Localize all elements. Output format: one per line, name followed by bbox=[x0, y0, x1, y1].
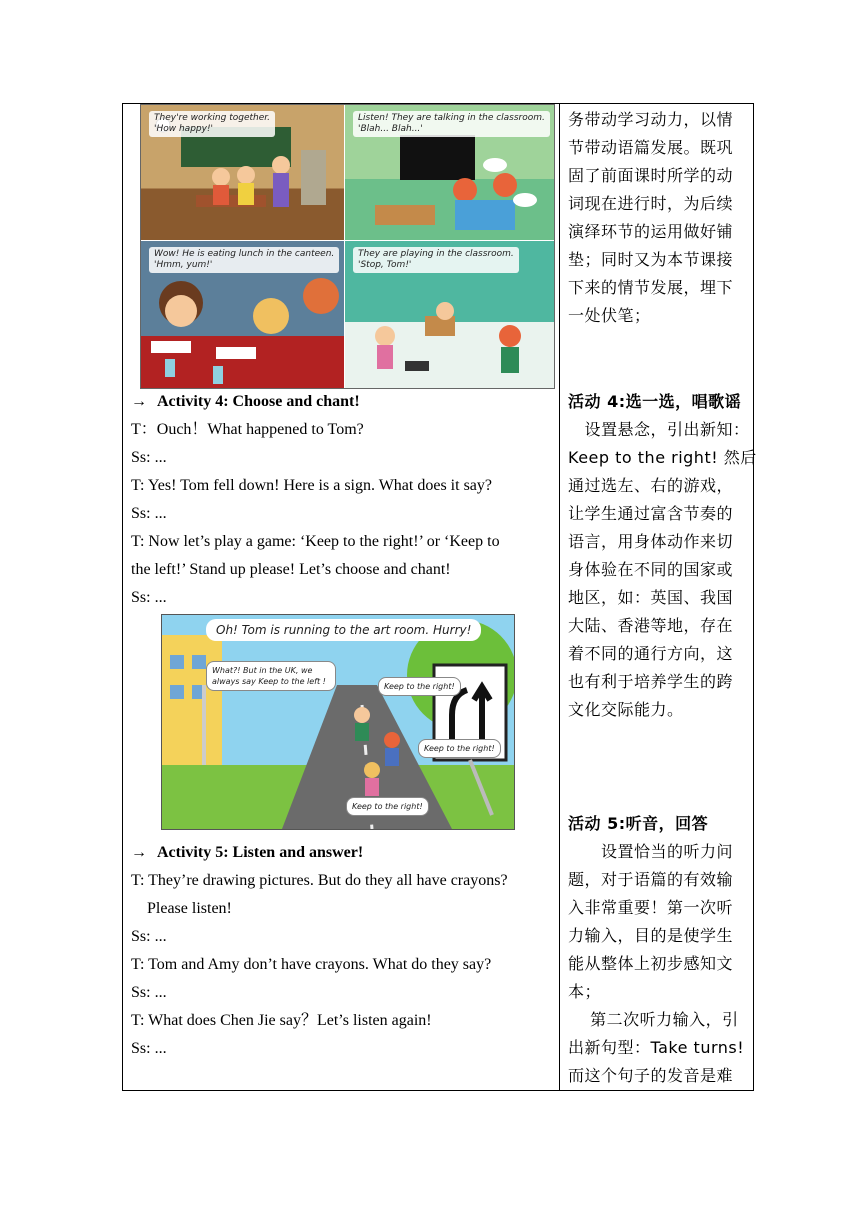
dialogue-line: T: Tom and Amy don’t have crayons. What do they say? bbox=[131, 956, 492, 973]
dialogue-line: Ss: ... bbox=[131, 928, 167, 945]
arrow-right-icon: → bbox=[131, 844, 147, 861]
speech-bubble-right: Keep to the right! bbox=[378, 677, 461, 696]
commentary-line: 力输入，目的是使学生 bbox=[568, 926, 734, 945]
commentary-line: 设置悬念，引出新知： bbox=[568, 420, 750, 439]
dialogue-line: T: Yes! Tom fell down! Here is a sign. What does it say? bbox=[131, 477, 492, 494]
dialogue-line: Ss: ... bbox=[131, 505, 167, 522]
dialogue-line: T: They’re drawing pictures. But do they all have crayons? bbox=[131, 872, 508, 889]
commentary-line: 身体验在不同的国家或 bbox=[568, 560, 734, 579]
dialogue-line: T：Ouch！What happened to Tom? bbox=[131, 421, 364, 438]
commentary-line: 演绎环节的运用做好铺 bbox=[568, 222, 734, 241]
comic-panel-playing bbox=[345, 241, 554, 388]
commentary-line: 垫；同时又为本节课接 bbox=[568, 250, 734, 269]
panel-caption: Wow! He is eating lunch in the canteen. 'Hmm, yum!' bbox=[149, 247, 339, 273]
commentary-line: 一处伏笔； bbox=[568, 306, 651, 325]
street-scene bbox=[162, 615, 514, 829]
street-title: Oh! Tom is running to the art room. Hurry! bbox=[206, 619, 481, 641]
commentary-line: 入非常重要！第一次听 bbox=[568, 898, 734, 917]
commentary-line: 文化交际能力。 bbox=[568, 700, 684, 719]
comic-panel-working bbox=[141, 105, 344, 240]
commentary-line: 固了前面课时所学的动 bbox=[568, 166, 734, 185]
commentary-line: 语言，用身体动作来切 bbox=[568, 532, 734, 551]
commentary-line: Keep to the right! 然后 bbox=[568, 448, 757, 467]
comic-panel-talking bbox=[345, 105, 554, 240]
panel-caption: They are playing in the classroom. 'Stop, Tom!' bbox=[353, 247, 519, 273]
dialogue-line: Ss: ... bbox=[131, 984, 167, 1001]
commentary-line: 词现在进行时，为后续 bbox=[568, 194, 734, 213]
comic-strip bbox=[140, 104, 555, 389]
dialogue-line: Ss: ... bbox=[131, 449, 167, 466]
commentary-line: 下来的情节发展，埋下 bbox=[568, 278, 734, 297]
dialogue-line: T: What does Chen Jie say？Let’s listen again! bbox=[131, 1012, 432, 1029]
activity4-title: 活动 4:选一选，唱歌谣 bbox=[568, 392, 742, 411]
dialogue-line: Ss: ... bbox=[131, 589, 167, 606]
commentary-line: 地区，如：英国、我国 bbox=[568, 588, 734, 607]
commentary-line: 能从整体上初步感知文 bbox=[568, 954, 734, 973]
commentary-line: 也有利于培养学生的跨 bbox=[568, 672, 734, 691]
commentary-line: 大陆、香港等地，存在 bbox=[568, 616, 734, 635]
panel-caption: Listen! They are talking in the classroom. 'Blah... Blah...' bbox=[353, 111, 550, 137]
dialogue-line: the left!’ Stand up please! Let’s choose and chant! bbox=[131, 561, 451, 578]
commentary-line: 而这个句子的发音是难 bbox=[568, 1066, 734, 1085]
commentary-line: 题，对于语篇的有效输 bbox=[568, 870, 734, 889]
activity5-title: 活动 5:听音，回答 bbox=[568, 814, 709, 833]
panel-caption: They're working together. 'How happy!' bbox=[149, 111, 275, 137]
activity4-heading: → Activity 4: Choose and chant! bbox=[131, 388, 360, 416]
commentary-line: 节带动语篇发展。既巩 bbox=[568, 138, 734, 157]
dialogue-line: T: Now let’s play a game: ‘Keep to the right!’ or ‘Keep to bbox=[131, 533, 500, 550]
commentary-line: 务带动学习动力，以情 bbox=[568, 110, 734, 129]
commentary-line: 让学生通过富含节奏的 bbox=[568, 504, 734, 523]
commentary-line: 第二次听力输入，引 bbox=[568, 1010, 739, 1029]
comic-panel-canteen bbox=[141, 241, 344, 388]
left-column bbox=[123, 104, 559, 1090]
lesson-table bbox=[122, 103, 757, 1091]
commentary-line: 本； bbox=[568, 982, 602, 1001]
dialogue-line: Please listen! bbox=[147, 900, 232, 917]
dialogue-line: Ss: ... bbox=[131, 1040, 167, 1057]
right-column bbox=[560, 104, 757, 1090]
commentary-line: 通过选左、右的游戏， bbox=[568, 476, 734, 495]
speech-bubble-uk: What?! But in the UK, we always say Keep to the left ! bbox=[206, 661, 336, 691]
commentary-line: 着不同的通行方向，这 bbox=[568, 644, 734, 663]
speech-bubble-right: Keep to the right! bbox=[346, 797, 429, 816]
activity5-heading: → Activity 5: Listen and answer! bbox=[131, 839, 363, 867]
street-illustration bbox=[161, 614, 515, 830]
speech-bubble-right: Keep to the right! bbox=[418, 739, 501, 758]
arrow-right-icon: → bbox=[131, 393, 147, 410]
commentary-line: 设置恰当的听力问 bbox=[568, 842, 734, 861]
commentary-line: 出新句型：Take turns! bbox=[568, 1038, 745, 1057]
